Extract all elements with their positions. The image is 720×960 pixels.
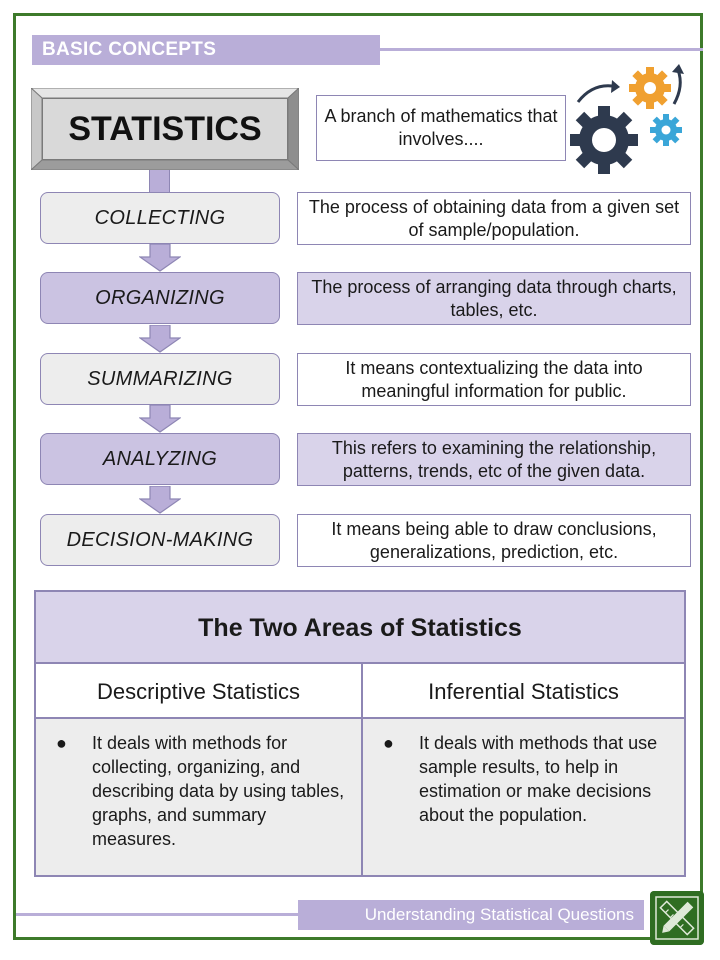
statistics-definition — [316, 95, 566, 161]
descriptive-text: It deals with methods for collecting, organizing, and describing data by using tables, graphs, and summary measures. — [92, 733, 345, 849]
bullet-icon: ● — [56, 733, 67, 753]
table-title: The Two Areas of Statistics — [36, 592, 684, 664]
description-text: It means being able to draw conclusions, generalizations, prediction, etc. — [331, 518, 657, 562]
header-rule — [380, 48, 703, 51]
down-arrow-icon — [139, 486, 181, 514]
step-organizing: ORGANIZING — [40, 272, 280, 324]
step-description — [297, 433, 691, 486]
bullet-icon: ● — [383, 733, 394, 753]
step-decision-making: DECISION-MAKING — [40, 514, 280, 566]
column-heading-inferential: Inferential Statistics — [363, 664, 684, 719]
inferential-body — [363, 719, 684, 875]
section-header: BASIC CONCEPTS — [32, 35, 380, 65]
flow-connector — [149, 170, 170, 192]
curved-arrow-icon — [578, 86, 612, 102]
pencil-ruler-logo-icon — [650, 891, 704, 945]
gears-icon — [570, 62, 690, 180]
down-arrow-icon — [139, 325, 181, 353]
step-collecting: COLLECTING — [40, 192, 280, 244]
footer-rule — [16, 913, 298, 916]
step-description — [297, 514, 691, 567]
down-arrow-icon — [139, 244, 181, 272]
statistics-title: STATISTICS — [42, 98, 288, 160]
definition-text: A branch of mathematics that involves.... — [324, 106, 558, 149]
descriptive-body — [36, 719, 361, 875]
step-analyzing: ANALYZING — [40, 433, 280, 485]
description-text: It means contextualizing the data into meaningful information for public. — [345, 357, 643, 401]
footer-title: Understanding Statistical Questions — [298, 900, 644, 930]
down-arrow-icon — [139, 405, 181, 433]
areas-table — [34, 590, 686, 877]
step-description — [297, 272, 691, 325]
inferential-text: It deals with methods that use sample results, to help in estimation or make decisions about the population. — [419, 733, 658, 825]
step-summarizing: SUMMARIZING — [40, 353, 280, 405]
step-description — [297, 192, 691, 245]
step-description — [297, 353, 691, 406]
description-text: This refers to examining the relationship, patterns, trends, etc of the given data. — [331, 437, 657, 481]
description-text: The process of arranging data through charts, tables, etc. — [311, 276, 677, 320]
column-heading-descriptive: Descriptive Statistics — [36, 664, 361, 719]
description-text: The process of obtaining data from a given set of sample/population. — [308, 196, 680, 240]
